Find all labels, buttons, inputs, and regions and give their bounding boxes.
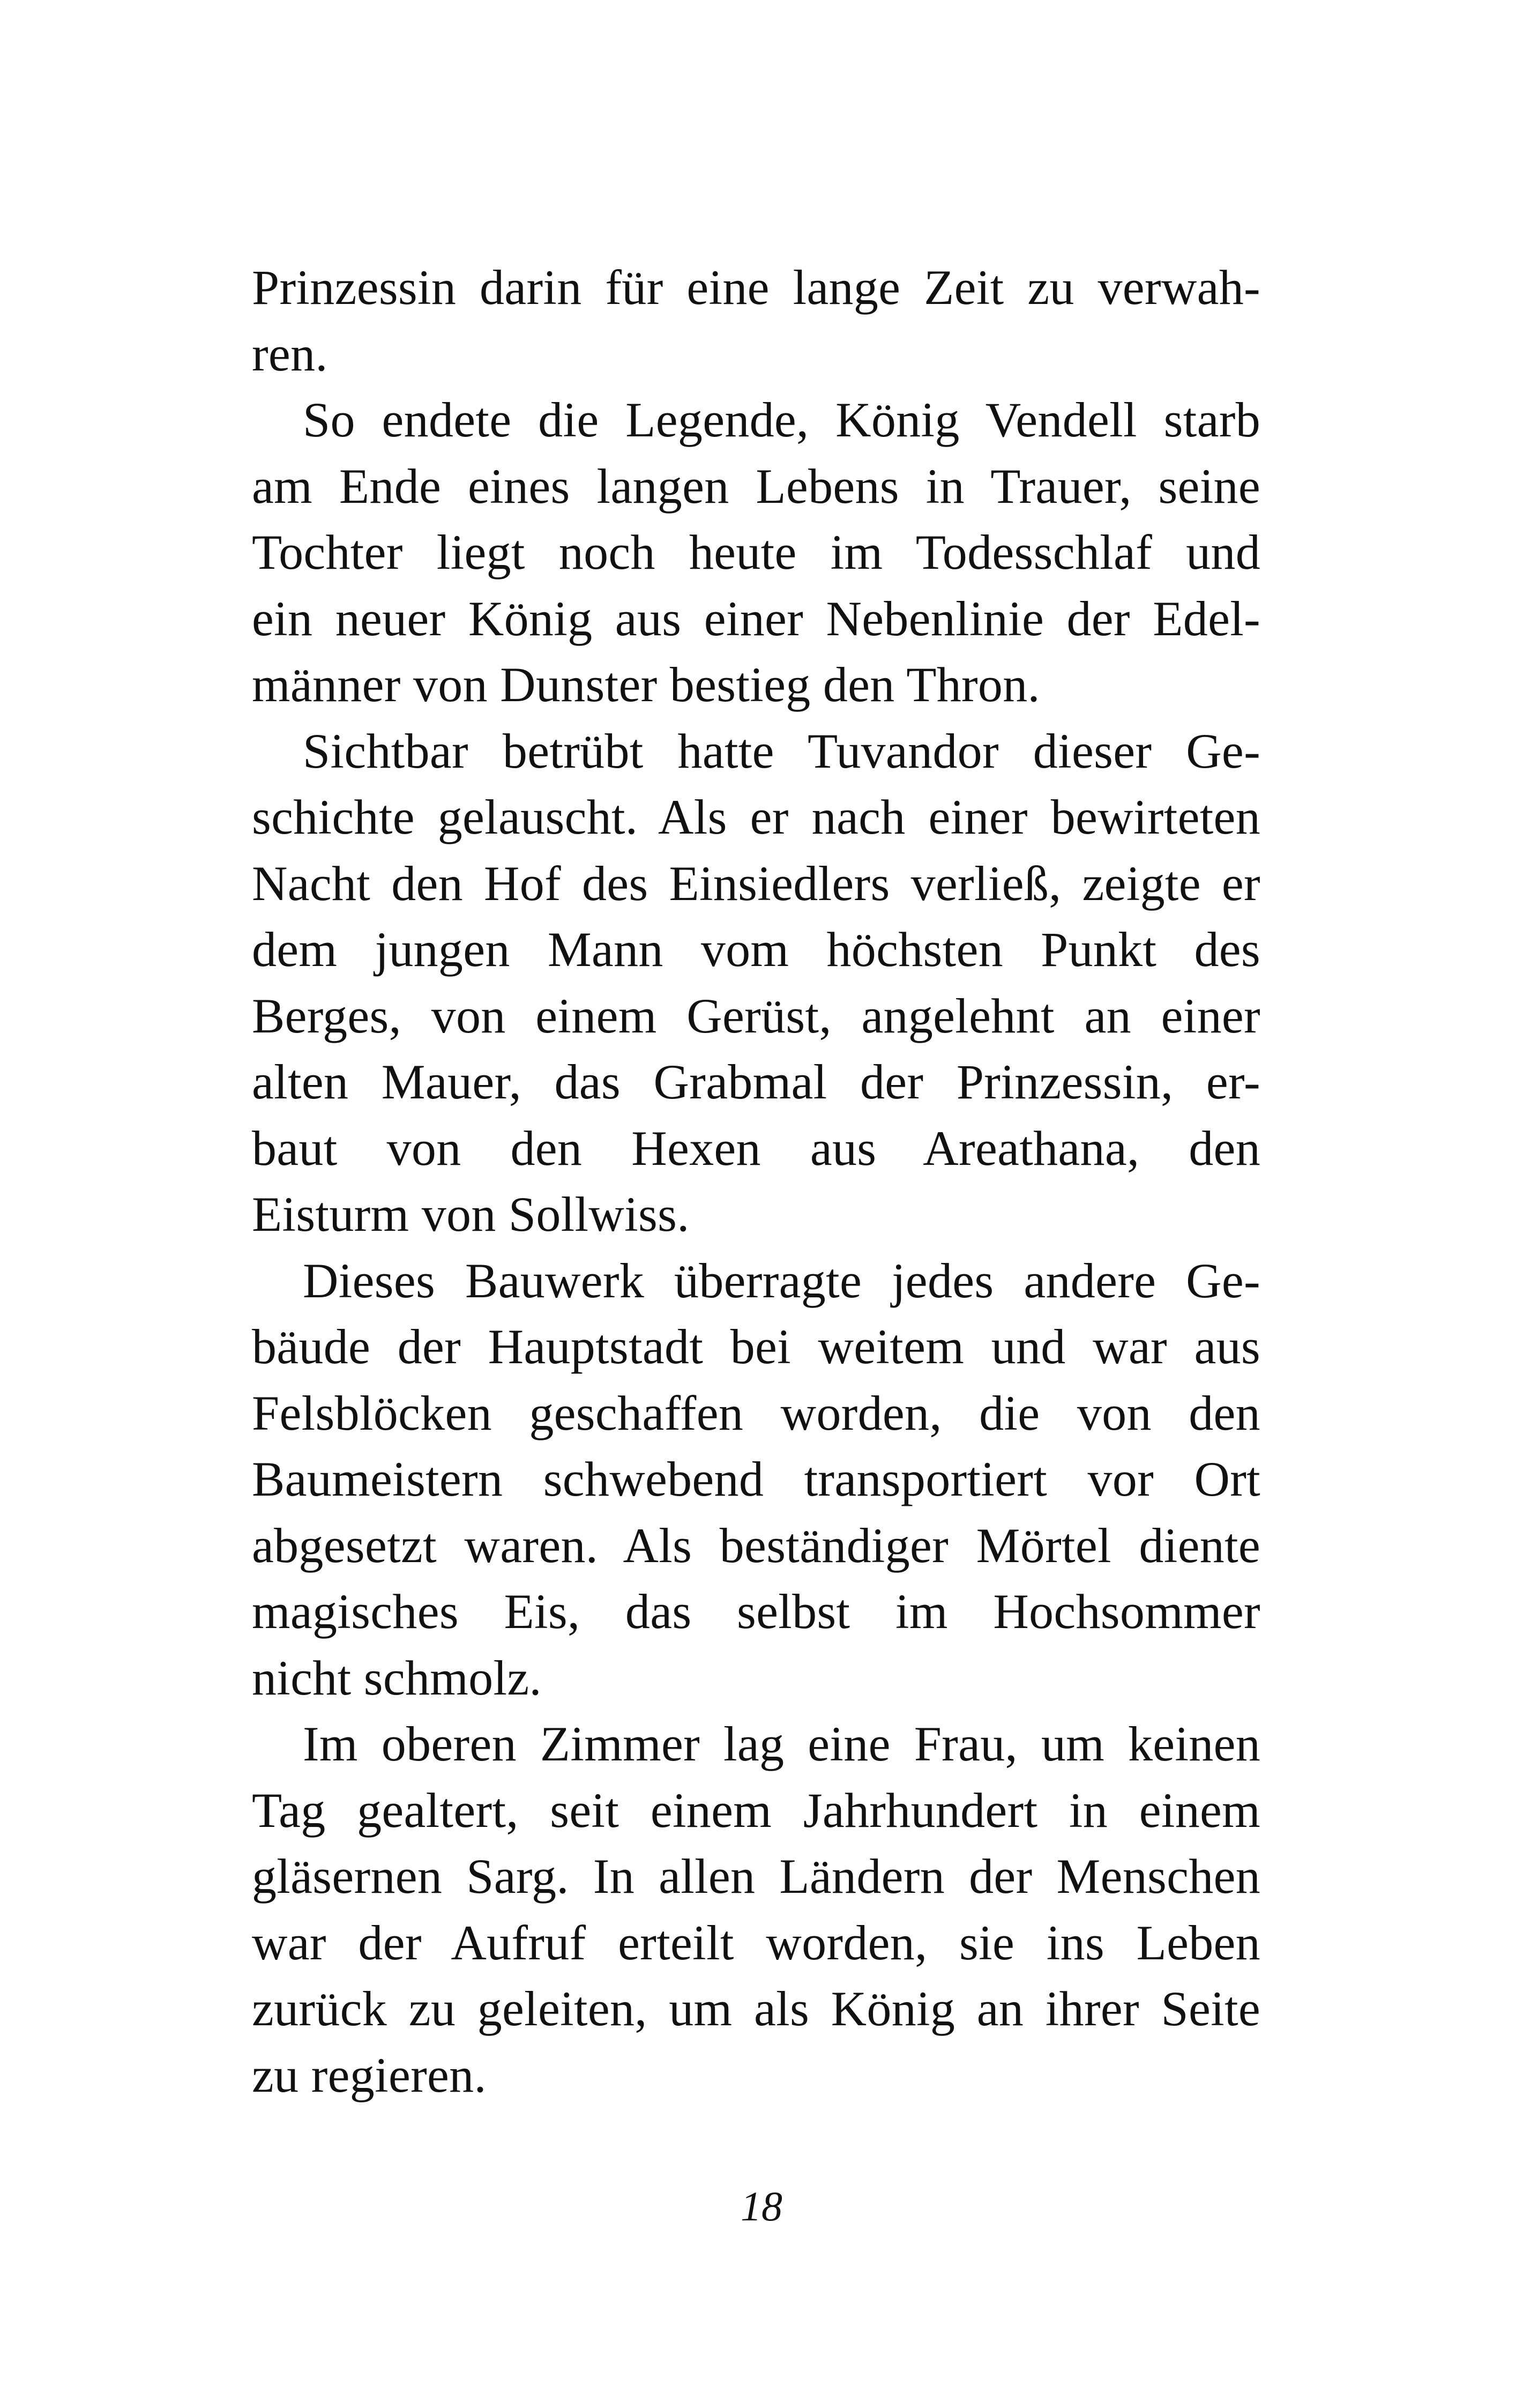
text-line: Berges, von einem Gerüst, angelehnt an einer bbox=[252, 988, 1260, 1043]
text-line: Dieses Bauwerk überragte jedes andere Ge- bbox=[303, 1253, 1260, 1308]
text-line: schichte gelauscht. Als er nach einer bewirteten bbox=[252, 790, 1260, 844]
text-line: war der Aufruf erteilt worden, sie ins Leben bbox=[252, 1915, 1260, 1970]
text-line: Eisturm von Sollwiss. bbox=[252, 1187, 690, 1242]
body-text bbox=[252, 255, 1260, 2108]
text-line: Felsblöcken geschaffen worden, die von den bbox=[252, 1385, 1260, 1440]
text-line: So endete die Legende, König Vendell starb bbox=[303, 392, 1260, 447]
text-line: Prinzessin darin für eine lange Zeit zu verwah- bbox=[252, 260, 1260, 315]
text-line: Baumeistern schwebend transportiert vor Ort bbox=[252, 1452, 1260, 1506]
text-line: am Ende eines langen Lebens in Trauer, seine bbox=[252, 458, 1260, 514]
text-line: zu regieren. bbox=[252, 2047, 487, 2102]
text-line: ren. bbox=[252, 326, 328, 381]
text-line: ein neuer König aus einer Nebenlinie der Edel- bbox=[252, 591, 1260, 646]
text-line: Tochter liegt noch heute im Todesschlaf und bbox=[252, 525, 1260, 579]
text-line: nicht schmolz. bbox=[252, 1650, 542, 1705]
text-line: bäude der Hauptstadt bei weitem und war aus bbox=[252, 1319, 1260, 1374]
page-number: 18 bbox=[741, 2183, 782, 2229]
text-line: gläsernen Sarg. In allen Ländern der Menschen bbox=[252, 1849, 1260, 1904]
text-line: männer von Dunster bestieg den Thron. bbox=[252, 657, 1040, 712]
text-line: dem jungen Mann vom höchsten Punkt des bbox=[252, 922, 1260, 977]
text-line: zurück zu geleiten, um als König an ihrer Seite bbox=[252, 1981, 1260, 2036]
text-line: abgesetzt waren. Als beständiger Mörtel diente bbox=[252, 1518, 1260, 1573]
text-line: magisches Eis, das selbst im Hochsommer bbox=[252, 1584, 1260, 1639]
text-line: alten Mauer, das Grabmal der Prinzessin, er- bbox=[252, 1054, 1260, 1109]
text-line: Im oberen Zimmer lag eine Frau, um keinen bbox=[303, 1716, 1260, 1771]
text-line: Tag gealtert, seit einem Jahrhundert in einem bbox=[252, 1782, 1260, 1838]
text-line: baut von den Hexen aus Areathana, den bbox=[252, 1120, 1260, 1176]
text-line: Nacht den Hof des Einsiedlers verließ, zeigte er bbox=[252, 856, 1260, 911]
text-line: Sichtbar betrübt hatte Tuvandor dieser Ge- bbox=[303, 723, 1260, 778]
